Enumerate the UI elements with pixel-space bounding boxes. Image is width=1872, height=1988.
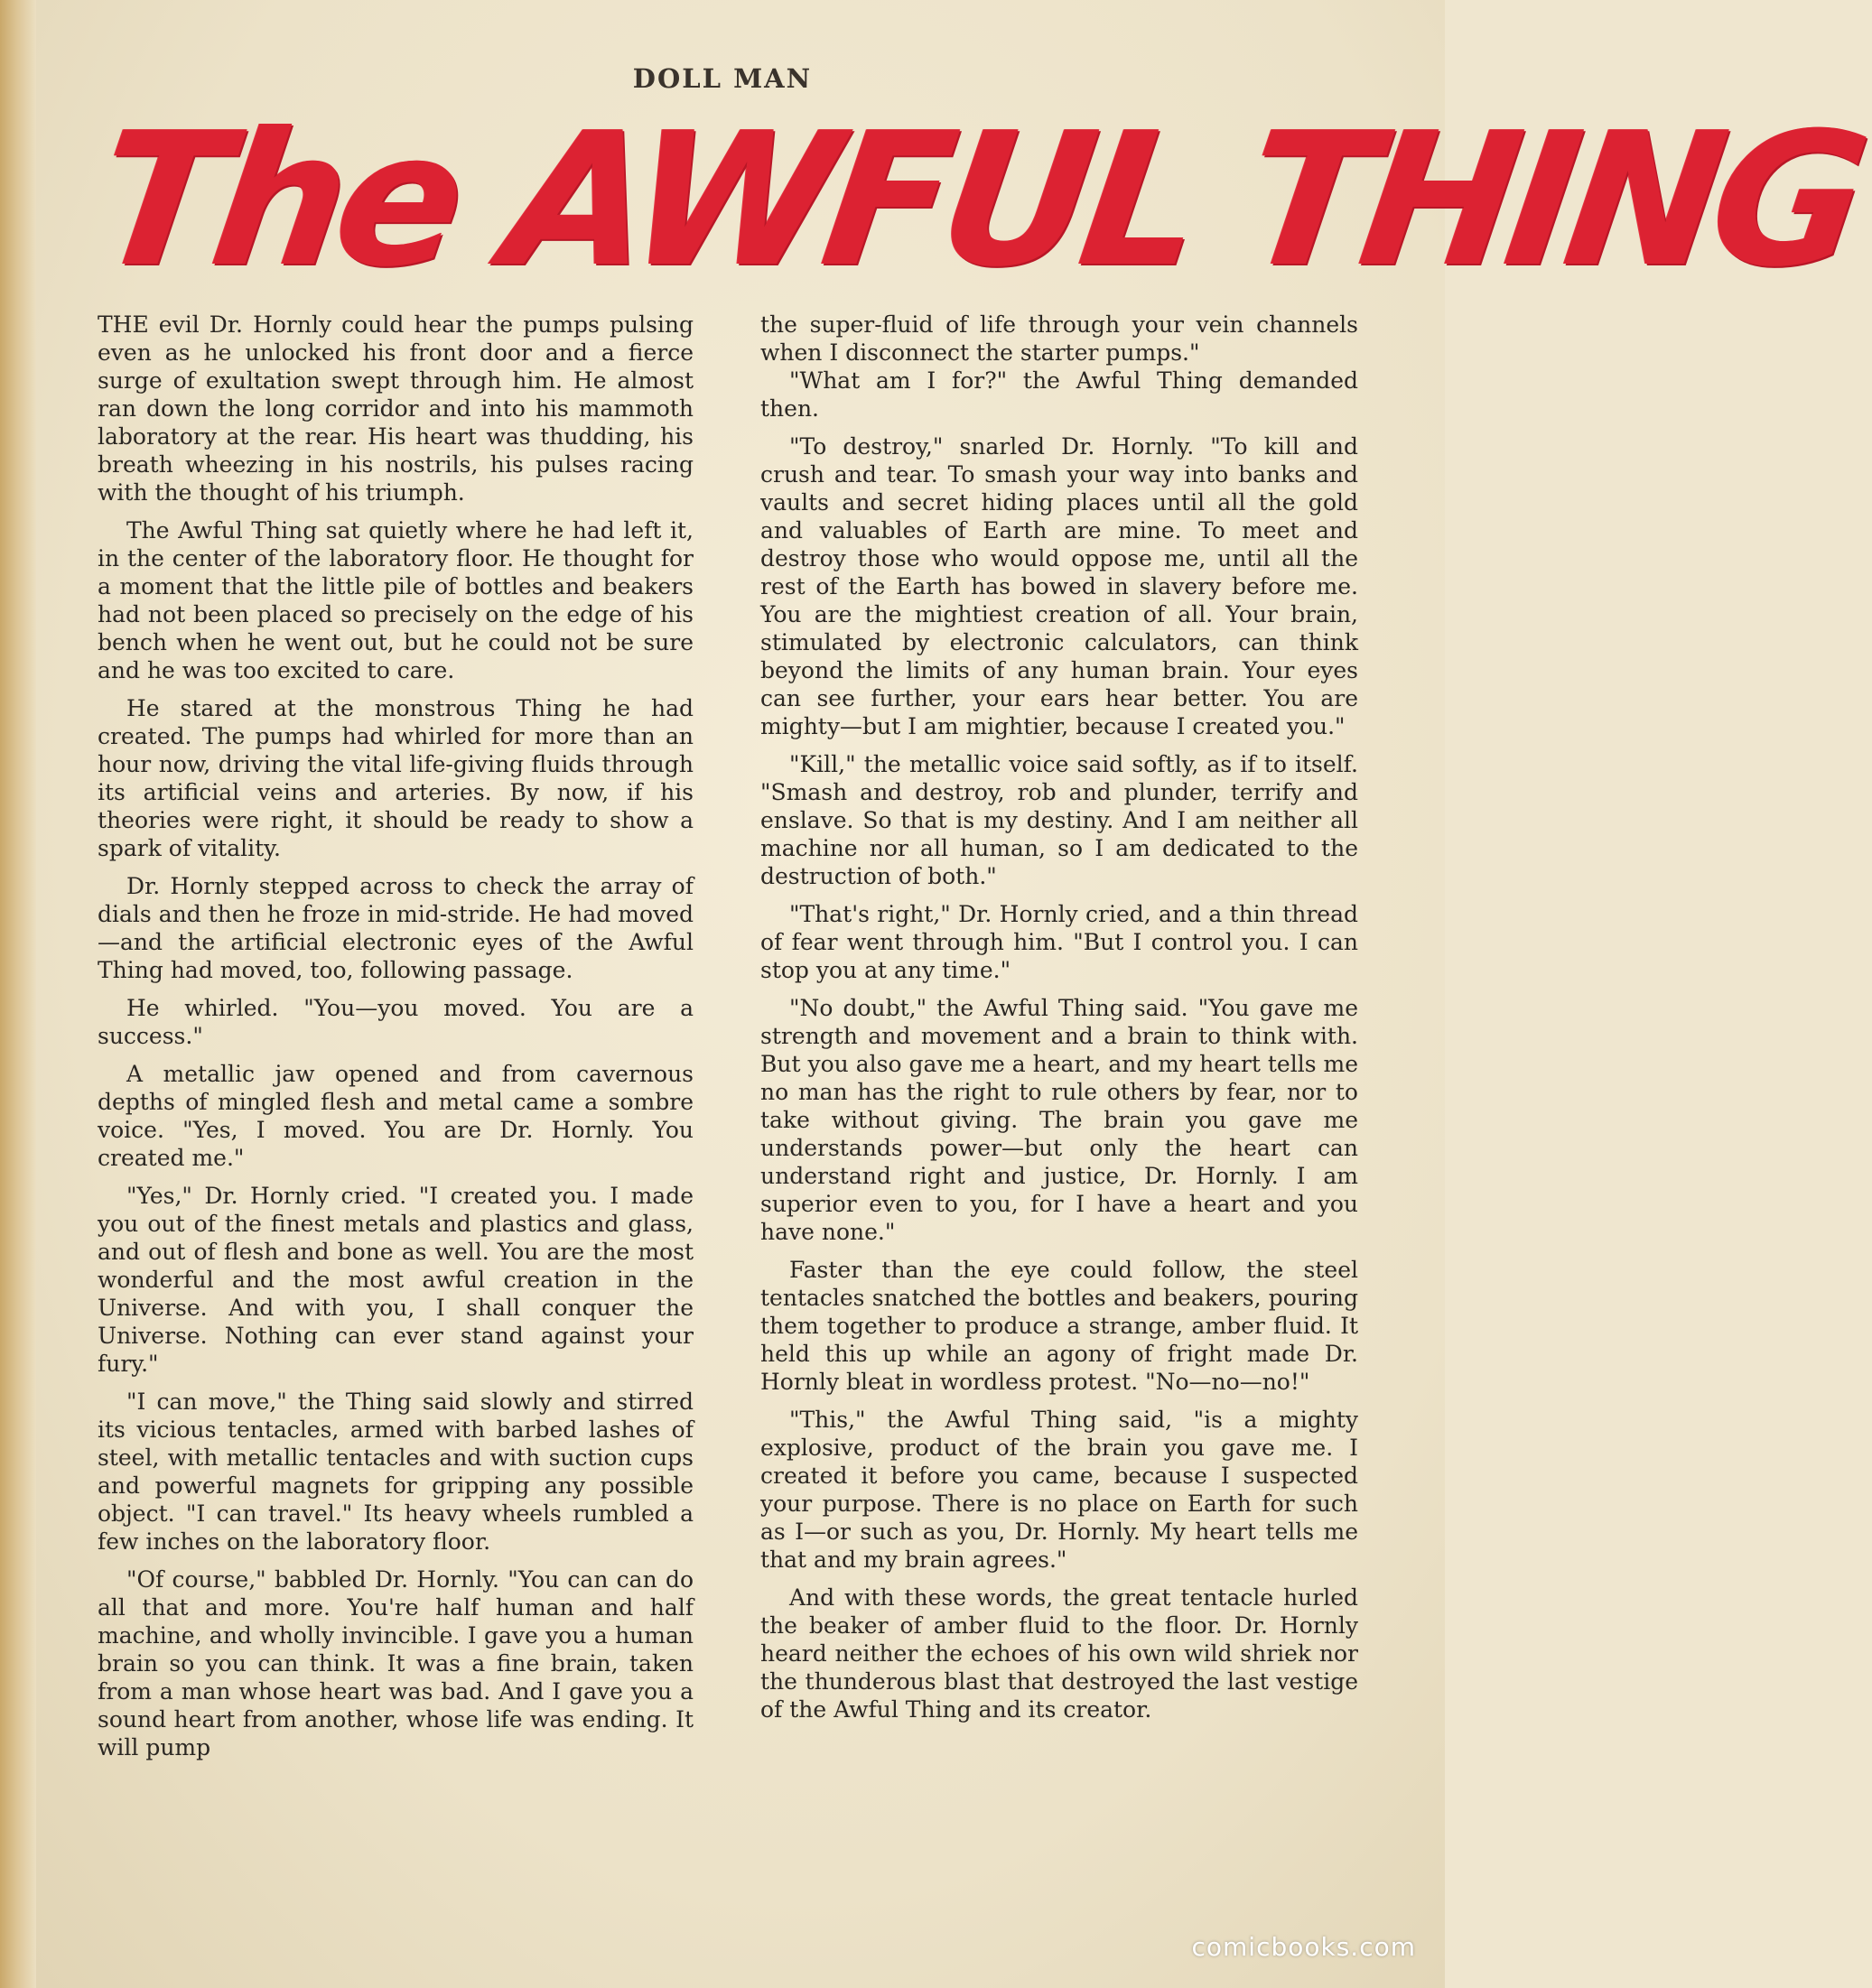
paragraph: "To destroy," snarled Dr. Hornly. "To kill and crush and tear. To smash your way into banks and vaults and secret hiding places until all the gold and valuables of Earth are mine. To meet and destroy those who would oppose me, until all the rest of the Earth has bowed in slavery before me. You are the mightiest creation of all. Your brain, stimulated by electronic calculators, can think beyond the limits of any human brain. Your eyes can see further, your ears hear better. You are mighty—but I am mightier, because I created you." — [760, 433, 1358, 739]
paragraph: Faster than the eye could follow, the steel tentacles snatched the bottles and beakers, pouring them together to produce a strange, amber fluid. It held this up while an agony of fright made Dr. Hornly bleat in wordless protest. "No—no—no!" — [760, 1257, 1358, 1395]
story-title: The AWFUL THING — [84, 94, 1872, 308]
paragraph: "Of course," babbled Dr. Hornly. "You can can do all that and more. You're half human and half machine, and wholly invincible. I gave you a human brain so you can think. It was a fine brain, taken from a man whose heart was bad. And I gave you a sound heart from another, whose life was ending. It will pump — [98, 1566, 694, 1760]
paragraph: A metallic jaw opened and from cavernous depths of mingled flesh and metal came a sombre voice. "Yes, I moved. You are Dr. Hornly. You created me." — [98, 1061, 694, 1171]
paragraph: "I can move," the Thing said slowly and stirred its vicious tentacles, armed with barbed lashes of steel, with metallic tentacles and with suction cups and powerful magnets for gripping any possible object. "I can travel." Its heavy wheels rumbled a few inches on the laboratory floor. — [98, 1389, 694, 1555]
paragraph: "What am I for?" the Awful Thing demanded then. — [760, 367, 1358, 422]
paragraph: "Kill," the metallic voice said softly, as if to itself. "Smash and destroy, rob and plunder, terrify and enslave. So that is my destiny. And I am neither all machine nor all human, so I am dedicated to the destruction of both." — [760, 751, 1358, 889]
paragraph: Dr. Hornly stepped across to check the array of dials and then he froze in mid-stride. He had moved—and the artificial electronic eyes of the Awful Thing had moved, too, following passage. — [98, 873, 694, 983]
paragraph: THE evil Dr. Hornly could hear the pumps pulsing even as he unlocked his front door and a fierce surge of exultation swept through him. He almost ran down the long corridor and into his mammoth laboratory at the rear. His heart was thudding, his breath wheezing in his nostrils, his pulses racing with the thought of his triumph. — [98, 311, 694, 506]
right-text-column — [760, 311, 1358, 1733]
site-watermark: comicbooks.com — [1191, 1932, 1416, 1962]
paragraph: "Yes," Dr. Hornly cried. "I created you. I made you out of the finest metals and plastics and glass, and out of flesh and bone as well. You are the most wonderful and the most awful creation in the Universe. And with you, I shall conquer the Universe. Nothing can ever stand against your fury." — [98, 1183, 694, 1377]
paragraph: The Awful Thing sat quietly where he had left it, in the center of the laboratory floor. He thought for a moment that the little pile of bottles and beakers had not been placed so precisely on the edge of his bench when he went out, but he could not be sure and he was too excited to care. — [98, 517, 694, 683]
paragraph: the super-fluid of life through your vein channels when I disconnect the starter pumps." — [760, 311, 1358, 366]
paragraph: And with these words, the great tentacle hurled the beaker of amber fluid to the floor. Dr. Hornly heard neither the echoes of his own wild shriek nor the thunderous blast that destroyed the last vestige of the Awful Thing and its creator. — [760, 1584, 1358, 1723]
paragraph: "That's right," Dr. Hornly cried, and a thin thread of fear went through him. "But I control you. I can stop you at any time." — [760, 901, 1358, 983]
running-head: DOLL MAN — [632, 63, 813, 94]
paragraph: He whirled. "You—you moved. You are a success." — [98, 995, 694, 1049]
left-text-column — [98, 311, 694, 1761]
paragraph: "This," the Awful Thing said, "is a mighty explosive, product of the brain you gave me. I created it before you came, because I suspected your purpose. There is no place on Earth for such as I—or such as you, Dr. Hornly. My heart tells me that and my brain agrees." — [760, 1407, 1358, 1573]
page-spine — [0, 0, 36, 1988]
paragraph: "No doubt," the Awful Thing said. "You gave me strength and movement and a brain to think with. But you also gave me a heart, and my heart tells me no man has the right to rule others by fear, nor to take without giving. The brain you gave me understands power—but only the heart can understand right and justice, Dr. Hornly. I am superior even to you, for I have a heart and you have none." — [760, 995, 1358, 1245]
paragraph: He stared at the monstrous Thing he had created. The pumps had whirled for more than an hour now, driving the vital life-giving fluids through its artificial veins and arteries. By now, if his theories were right, it should be ready to show a spark of vitality. — [98, 695, 694, 861]
